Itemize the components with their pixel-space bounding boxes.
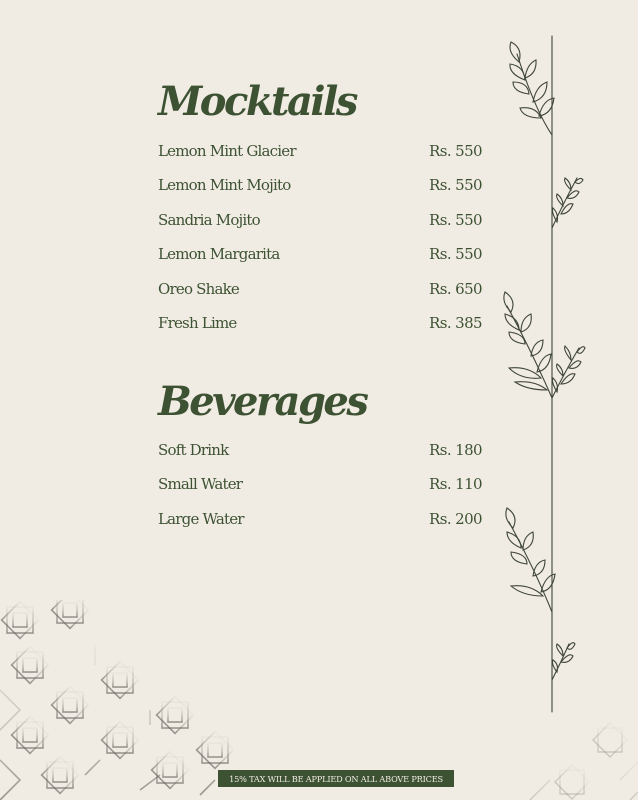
item-price: Rs. 110 <box>429 475 482 494</box>
beverages-list <box>158 441 482 544</box>
item-name: Small Water <box>158 475 243 494</box>
menu-item <box>158 441 482 475</box>
item-name: Lemon Mint Mojito <box>158 176 291 195</box>
menu-item <box>158 245 482 279</box>
mocktails-title: Mocktails <box>158 78 356 125</box>
item-price: Rs. 550 <box>429 176 482 195</box>
menu-item <box>158 142 482 176</box>
item-name: Lemon Margarita <box>158 245 280 264</box>
item-price: Rs. 650 <box>429 279 482 298</box>
item-price: Rs. 550 <box>429 142 482 160</box>
beverages-title: Beverages <box>158 378 367 425</box>
menu-item <box>158 314 482 348</box>
mocktails-list <box>158 142 482 348</box>
item-price: Rs. 200 <box>429 509 482 528</box>
item-name: Fresh Lime <box>158 313 237 332</box>
menu-item <box>158 510 482 544</box>
item-name: Lemon Mint Glacier <box>158 142 296 160</box>
menu-item <box>158 211 482 245</box>
item-price: Rs. 385 <box>429 313 482 332</box>
menu-item <box>158 475 482 509</box>
menu-item <box>158 176 482 210</box>
item-price: Rs. 550 <box>429 210 482 229</box>
item-name: Sandria Mojito <box>158 210 260 229</box>
item-price: Rs. 180 <box>429 441 482 459</box>
item-name: Oreo Shake <box>158 279 239 298</box>
menu-item <box>158 280 482 314</box>
geometric-pattern-left <box>0 600 240 800</box>
item-name: Large Water <box>158 509 244 528</box>
leaf-vine-illustration <box>495 30 595 720</box>
tax-note-banner: 15% TAX WILL BE APPLIED ON ALL ABOVE PRICES <box>218 770 454 787</box>
item-name: Soft Drink <box>158 441 229 459</box>
item-price: Rs. 550 <box>429 245 482 264</box>
